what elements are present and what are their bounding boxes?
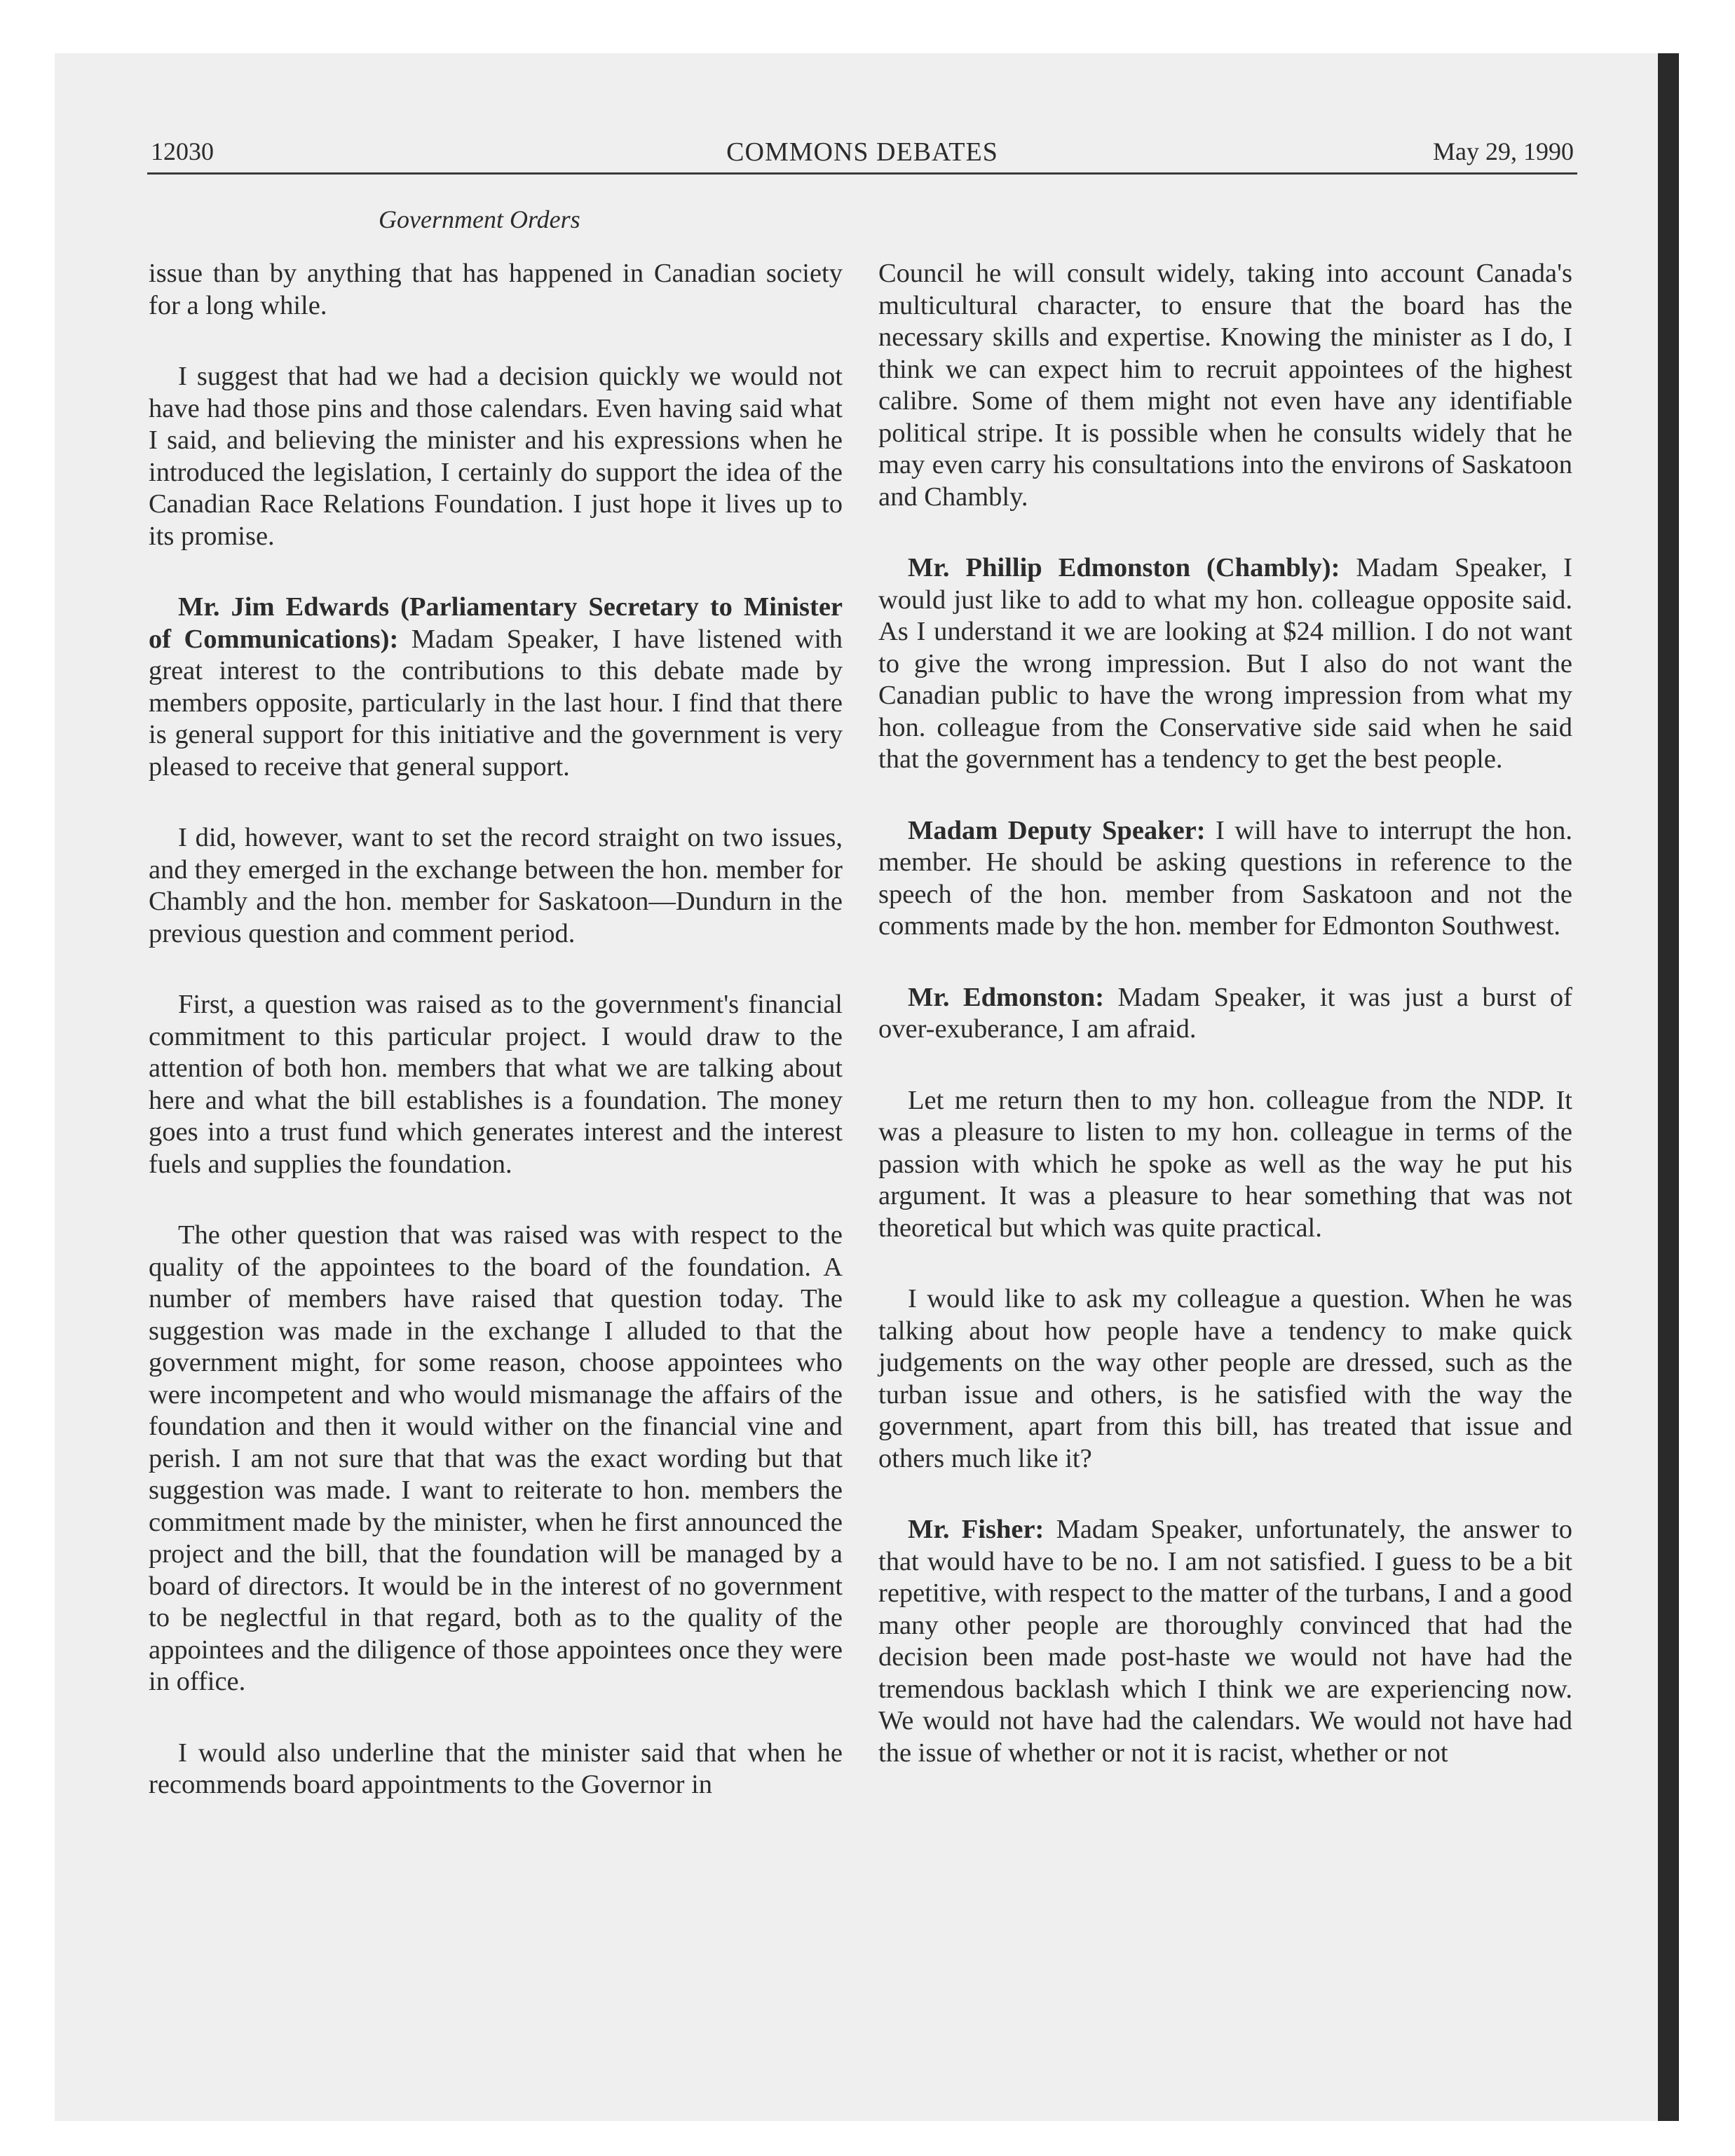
paragraph [149,822,843,950]
speaker-name: Mr. Edmonston: [908,982,1105,1012]
paragraph [878,982,1572,1046]
speaker-name: Mr. Fisher: [908,1515,1045,1544]
paragraph-text: Madam Speaker, unfortunately, the answer to that would have to be no. I am not satisfied. I guess to be a bit repetitive, with respect to the matter of the turbans, I and a good many other people are thoroughly convinced that had the decision been made post-haste we would not have had the tremendous backlash which I think we are experiencing now. We would not have had the calendars. We would not have had the issue of whether or not it is racist, whether or not [878,1515,1572,1768]
paragraph [878,258,1572,513]
paragraph-text: Madam Speaker, I would just like to add to what my hon. colleague opposite said. As I understand it we are looking at $24 million. I do not want to give the wrong impression. But I also do not want the Canadian public to have the wrong impression from what my hon. colleague from the Conservative side said when he said that the government has a tendency to get the best people. [878,553,1572,774]
publication-title: COMMONS DEBATES [726,137,998,167]
speaker-name: Madam Deputy Speaker: [908,815,1206,845]
paragraph [149,258,843,322]
paragraph-text: I suggest that had we had a decision quickly we would not have had those pins and those calendars. Even having said what I said, and believing the minister and his expressions when he introduced the legislation, I certainly do support the idea of the Canadian Race Relations Foundation. I just hope it lives up to its promise. [149,362,843,551]
section-heading: Government Orders [379,205,580,233]
paragraph-text: Madam Speaker, I have listened with great interest to the contributions to this debate made by members opposite, particularly in the last hour. I find that there is general support for this initiative and the government is very pleased to receive that general support. [149,624,843,782]
paragraph-text: Let me return then to my hon. colleague from the NDP. It was a pleasure to listen to my hon. colleague in terms of the passion with which he spoke as well as the way he put his argument. It was a pleasure to hear something that was not theoretical but which was quite practical. [878,1085,1572,1243]
page-number: 12030 [151,137,214,165]
paragraph-text: First, a question was raised as to the government's financial commitment to this particular project. I would draw to the attention of both hon. members that what we are talking about here and what the bill establishes is a foundation. The money goes into a trust fund which generates interest and the interest fuels and supplies the foundation. [149,990,843,1179]
paragraph [878,1283,1572,1475]
speaker-name: Mr. Phillip Edmonston (Chambly): [908,553,1340,582]
paragraph [149,989,843,1180]
right-column [878,258,1572,1769]
paragraph [878,552,1572,776]
paragraph [878,815,1572,943]
scan-edge [1658,53,1679,2121]
paragraph-text: I would also underline that the minister said that when he recommends board appointments to the Governor in [149,1738,843,1799]
paragraph-text: I did, however, want to set the record straight on two issues, and they emerged in the exchange between the hon. member for Chambly and the hon. member for Saskatoon—Dundurn in the previous question and comment period. [149,823,843,948]
paragraph [878,1085,1572,1245]
paragraph-text: I will have to interrupt the hon. member. He should be asking questions in reference to the speech of the hon. member from Saskatoon and not the comments made by the hon. member for Edmonton Southwest. [878,815,1573,941]
paragraph-text: The other question that was raised was with respect to the quality of the appointees to the board of the foundation. A number of members have raised that question today. The suggestion was made in the exchange I alluded to that the government might, for some reason, choose appointees who were incompetent and who would mismanage the affairs of the foundation and then it would wither on the financial vine and perish. I am not sure that that was the exact wording but that suggestion was made. I want to reiterate to hon. members the commitment made by the minister, when he first announced the project and the bill, that the foundation will be managed by a board of directors. It would be in the interest of no government to be neglectful in that regard, both as to the quality of the appointees and the diligence of those appointees once they were in office. [149,1220,843,1696]
paragraph [149,1220,843,1698]
paragraph-text: I would like to ask my colleague a question. When he was talking about how people have a tendency to make quick judgements on the way other people are dressed, such as the turban issue and others, is he satisfied with the way the government, apart from this bill, has treated that issue and others much like it? [878,1284,1572,1473]
publication-date: May 29, 1990 [1433,137,1574,165]
paragraph-text: Council he will consult widely, taking into account Canada's multicultural character, to ensure that the board has the necessary skills and expertise. Knowing the minister as I do, I think we can expect him to recruit appointees of the highest calibre. Some of them might not even have any identifiable political stripe. It is possible when he consults widely that he may even carry his consultations into the environs of Saskatoon and Chambly. [878,259,1572,512]
header-rule [147,172,1577,175]
left-column [149,258,843,1801]
paragraph-text: Madam Speaker, it was just a burst of over-exuberance, I am afraid. [878,982,1572,1044]
page-header [151,137,1574,176]
paragraph [149,592,843,783]
paragraph [149,361,843,552]
paragraph [878,1514,1572,1769]
paragraph [149,1738,843,1801]
paragraph-text: issue than by anything that has happened in Canadian society for a long while. [149,259,843,320]
speaker-name: Mr. Jim Edwards (Parliamentary Secretary to Minister of Communications): [149,592,843,654]
